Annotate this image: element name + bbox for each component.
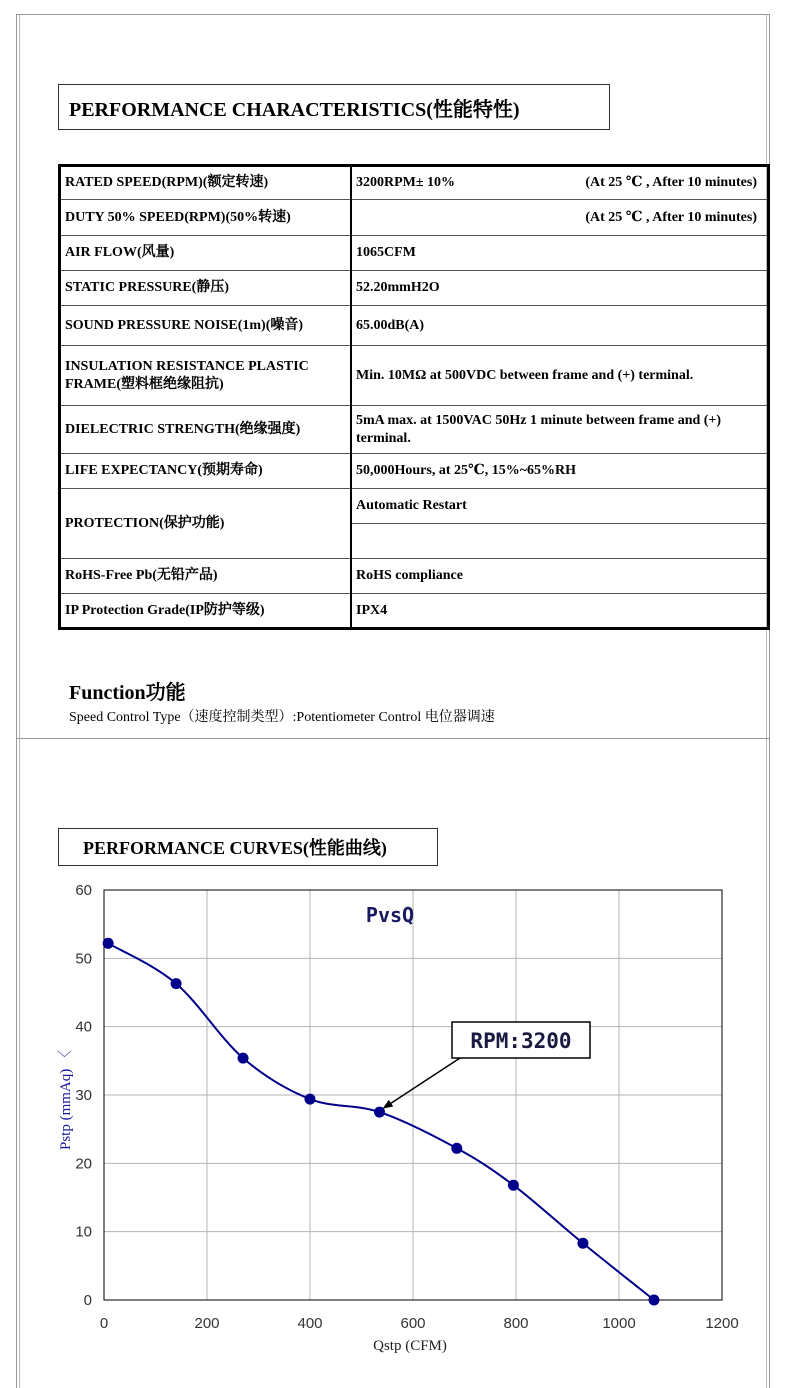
spec-key: DUTY 50% SPEED(RPM)(50%转速) (60, 200, 352, 236)
data-point (305, 1094, 316, 1105)
y-tick-label: 10 (75, 1223, 92, 1241)
spec-key: LIFE EXPECTANCY(预期寿命) (60, 454, 352, 489)
data-point (451, 1143, 462, 1154)
performance-title: PERFORMANCE CHARACTERISTICS(性能特性) (58, 84, 610, 130)
table-row (60, 489, 769, 524)
performance-table (58, 164, 770, 630)
table-row (60, 306, 769, 346)
spec-key: IP Protection Grade(IP防护等级) (60, 594, 352, 629)
x-tick-label: 1000 (602, 1315, 636, 1332)
data-point (649, 1295, 660, 1306)
pq-curve (108, 943, 654, 1300)
x-axis-label: Qstp (CFM) (373, 1338, 447, 1354)
data-point (103, 938, 114, 949)
data-point (171, 978, 182, 989)
curves-title: PERFORMANCE CURVES(性能曲线) (58, 828, 438, 866)
spec-key: INSULATION RESISTANCE PLASTIC FRAME(塑料框绝缘阻抗) (60, 346, 352, 406)
spec-value: IPX4 (351, 594, 769, 629)
y-tick-label: 0 (83, 1292, 92, 1309)
chart-grid (104, 890, 722, 1300)
x-tick-label: 200 (194, 1315, 220, 1332)
spec-key: AIR FLOW(风量) (60, 236, 352, 271)
table-row (60, 166, 769, 200)
table-row (60, 406, 769, 454)
spec-key: PROTECTION(保护功能) (60, 489, 352, 559)
x-tick-label: 1200 (705, 1315, 739, 1332)
table-row (60, 346, 769, 406)
x-tick-label: 400 (297, 1315, 323, 1332)
table-row (60, 271, 769, 306)
table-row (60, 559, 769, 594)
function-title: Function功能 (69, 682, 186, 704)
spec-value (351, 524, 769, 559)
spec-value: 65.00dB(A) (351, 306, 769, 346)
pq-chart (0, 870, 790, 1370)
spec-value: 50,000Hours, at 25℃, 15%~65%RH (351, 454, 769, 489)
spec-value: 3200RPM± 10% (356, 175, 456, 190)
table-row (60, 200, 769, 236)
panel-inner-line (19, 15, 20, 738)
y-tick-label: 20 (75, 1155, 92, 1173)
spec-key: STATIC PRESSURE(静压) (60, 271, 352, 306)
y-axis-label: Pstp (mmAq) 〈 (58, 1049, 74, 1151)
chart-title: PvsQ (365, 903, 415, 927)
spec-value: Automatic Restart (351, 489, 769, 524)
table-row (60, 594, 769, 629)
spec-key: RoHS-Free Pb(无铅产品) (60, 559, 352, 594)
spec-value: 52.20mmH2O (351, 271, 769, 306)
spec-condition: (At 25 ℃ , After 10 minutes) (585, 209, 757, 225)
x-tick-label: 600 (400, 1315, 426, 1332)
data-point (374, 1107, 385, 1118)
speed-control-type: Speed Control Type（速度控制类型）:Potentiometer Control 电位器调速 (69, 710, 495, 725)
y-tick-label: 60 (75, 882, 92, 899)
data-point (577, 1238, 588, 1249)
x-tick-label: 800 (503, 1315, 529, 1332)
data-point (238, 1053, 249, 1064)
spec-value: 5mA max. at 1500VAC 50Hz 1 minute between frame and (+) terminal. (351, 406, 769, 454)
y-tick-label: 40 (75, 1018, 92, 1036)
spec-key: RATED SPEED(RPM)(额定转速) (60, 166, 352, 200)
table-row (60, 454, 769, 489)
spec-value: 1065CFM (351, 236, 769, 271)
data-point (508, 1180, 519, 1191)
spec-value: RoHS compliance (351, 559, 769, 594)
annotation-text: RPM:3200 (470, 1029, 572, 1053)
table-row (60, 236, 769, 271)
y-tick-label: 30 (75, 1087, 92, 1104)
annotation-arrow (384, 1058, 460, 1108)
spec-value: Min. 10MΩ at 500VDC between frame and (+) terminal. (351, 346, 769, 406)
x-tick-label: 0 (99, 1315, 109, 1332)
spec-key: SOUND PRESSURE NOISE(1m)(噪音) (60, 306, 352, 346)
axis-ticks (75, 882, 738, 1332)
y-tick-label: 50 (75, 950, 92, 968)
spec-condition: (At 25 ℃ , After 10 minutes) (585, 175, 757, 190)
spec-key: DIELECTRIC STRENGTH(绝缘强度) (60, 406, 352, 454)
